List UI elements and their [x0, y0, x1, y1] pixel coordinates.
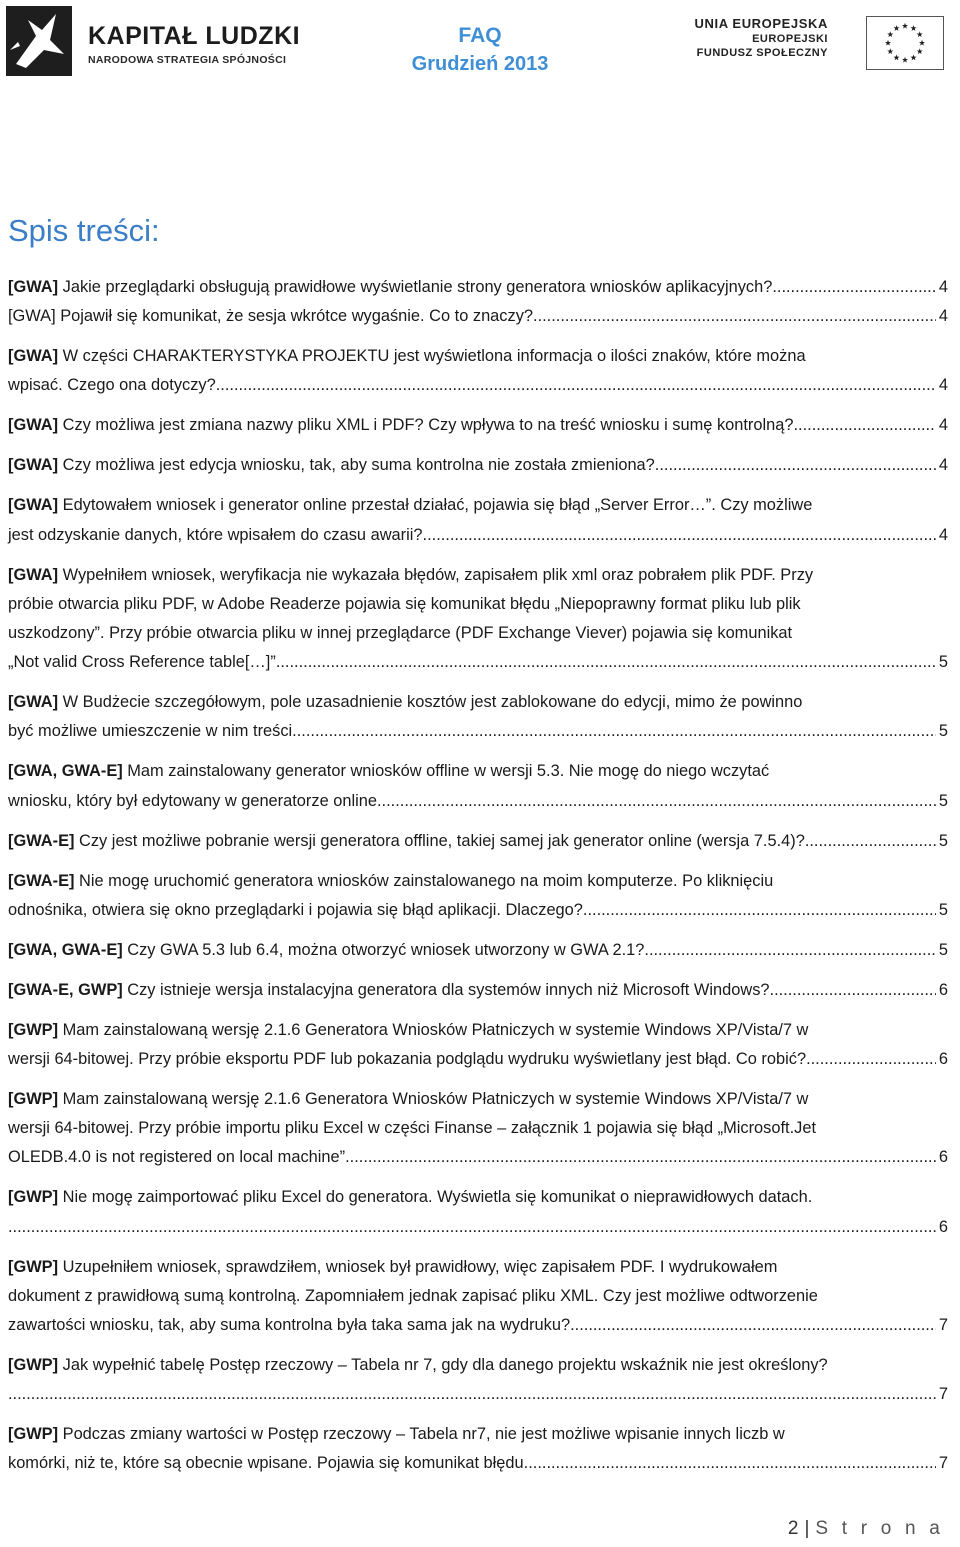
toc-entry[interactable] — [8, 302, 948, 331]
toc-entry-tag: [GWA] — [8, 456, 59, 475]
toc-entry-tag: [GWP] — [8, 1188, 59, 1207]
toc-entry-text: Mam zainstalowaną wersję 2.1.6 Generatora Wniosków Płatniczych w systemie Windows XP/Vista/7 w — [58, 1090, 809, 1109]
toc-page-number: 4 — [938, 307, 948, 326]
toc-entry[interactable] — [8, 451, 948, 480]
eu-logo — [690, 16, 952, 68]
toc-leader-dots — [570, 1311, 936, 1340]
toc-entry[interactable] — [8, 936, 948, 965]
eu-logo-line2: EUROPEJSKI — [752, 33, 828, 45]
toc-entry[interactable] — [8, 342, 948, 400]
toc-entry[interactable] — [8, 1420, 948, 1478]
toc-entry[interactable] — [8, 1016, 948, 1074]
toc-leader-dots — [297, 717, 936, 746]
toc-entry-tag: [GWA, GWA-E] — [8, 762, 123, 781]
toc-entry-text: zawartości wniosku, tak, aby suma kontrolna była taka sama jak na wydruku? — [8, 1316, 571, 1335]
toc-entry-text: Uzupełniłem wniosek, sprawdziłem, wniosek był prawidłowy, więc zapisałem PDF. I wydrukowałem — [58, 1257, 778, 1276]
toc-leader-dots — [8, 1213, 936, 1242]
page-word: S t r o n a — [815, 1518, 944, 1539]
toc-leader-dots — [533, 302, 936, 331]
page-number: 2 — [787, 1518, 799, 1539]
toc-entry-text: Mam zainstalowany generator wniosków offline w wersji 5.3. Nie mogę do niego wczytać — [122, 762, 770, 781]
toc-entry-text: próbie otwarcia pliku PDF, w Adobe Readerze pojawia się komunikat błędu „Niepoprawny format pliku lub plik — [8, 594, 801, 613]
toc-leader-dots — [350, 1143, 936, 1172]
toc-entry-text: komórki, niż te, które są obecnie wpisane. Pojawia się komunikat błędu — [8, 1454, 524, 1473]
toc-entry-text: uszkodzony”. Przy próbie otwarcia pliku w innej przeglądarce (PDF Exchange Viever) pojawia się komunikat — [8, 624, 793, 643]
toc-leader-dots — [583, 896, 936, 925]
toc-entry-tag: [GWA] — [8, 565, 59, 584]
toc-page-number: 4 — [938, 525, 948, 544]
toc-entry-text: Nie mogę zaimportować pliku Excel do generatora. Wyświetla się komunikat o nieprawidłowych datach. — [58, 1188, 813, 1207]
toc-entry-text: Nie mogę uruchomić generatora wniosków zainstalowanego na moim komputerze. Po kliknięciu — [74, 871, 774, 890]
toc-entry-text: wersji 64-bitowej. Przy próbie importu pliku Excel w części Finanse – załącznik 1 pojawia się błąd „Microsoft.Jet — [8, 1119, 817, 1138]
toc-entry-text: Jak wypełnić tabelę Postęp rzeczowy – Tabela nr 7, gdy dla danego projektu wskaźnik nie jest określony? — [58, 1356, 828, 1375]
toc-entry-tag: [GWA] — [8, 278, 59, 296]
toc-leader-dots — [805, 827, 936, 856]
toc-leader-dots — [772, 273, 936, 302]
eu-logo-line3: FUNDUSZ SPOŁECZNY — [696, 47, 828, 59]
toc-entry-tag: [GWA] — [8, 416, 59, 435]
toc-entry[interactable] — [8, 1085, 948, 1173]
toc-leader-dots — [8, 1380, 936, 1409]
toc-entry[interactable] — [8, 688, 948, 746]
toc-entry-tag: [GWP] — [8, 1090, 59, 1109]
eu-logo-line1: UNIA EUROPEJSKA — [694, 16, 828, 31]
toc-entry[interactable] — [8, 1351, 948, 1409]
document-heading — [380, 22, 580, 78]
toc-entry-text: Czy GWA 5.3 lub 6.4, można otworzyć wniosek utworzony w GWA 2.1? — [122, 940, 645, 959]
toc-page-number: 4 — [938, 278, 948, 296]
toc-entry[interactable] — [8, 411, 948, 440]
toc-title: Spis treści: — [8, 213, 160, 248]
toc-entry-tag: [GWA, GWA-E] — [8, 940, 123, 959]
toc-entry-text: jest odzyskanie danych, które wpisałem do czasu awarii? — [8, 525, 423, 544]
toc-entry-tag: [GWP] — [8, 1356, 59, 1375]
toc-entry-text: Mam zainstalowaną wersję 2.1.6 Generatora Wniosków Płatniczych w systemie Windows XP/Vista/7 w — [58, 1020, 809, 1039]
toc-entry-text: Edytowałem wniosek i generator online przestał działać, pojawia się błąd „Server Error…”. Czy możliwe — [58, 496, 813, 515]
toc-entry[interactable] — [8, 1253, 948, 1341]
toc-entry-text: odnośnika, otwiera się okno przeglądarki i pojawia się błąd aplikacji. Dlaczego? — [8, 900, 583, 919]
toc-entry-tag: [GWA-E] — [8, 831, 75, 850]
logo-name: KAPITAŁ LUDZKI — [88, 22, 301, 50]
toc-entry-text: Czy jest możliwe pobranie wersji generatora offline, takiej samej jak generator online (wersja 7.5.4)? — [74, 831, 805, 850]
toc-entry-text: wersji 64-bitowej. Przy próbie eksportu PDF lub pokazania podglądu wydruku wyświetlany jest błąd. Co robić? — [8, 1050, 807, 1069]
logo-subtitle: NARODOWA STRATEGIA SPÓJNOŚCI — [88, 54, 287, 66]
toc-page-number: 4 — [938, 376, 948, 395]
faq-title: FAQ — [458, 24, 502, 47]
toc-entry-tag: [GWA] — [8, 347, 59, 366]
toc-entry-text: wniosku, który był edytowany w generatorze online. — [8, 791, 382, 810]
toc-entry-text: W części CHARAKTERYSTYKA PROJEKTU jest wyświetlona informacja o ilości znaków, które można — [58, 347, 806, 366]
toc-page-number: 7 — [938, 1385, 948, 1404]
eu-flag-icon — [866, 16, 944, 70]
toc-entry-text: „Not valid Cross Reference table[…]” — [8, 653, 276, 672]
toc-entry[interactable] — [8, 273, 948, 302]
toc-entry[interactable] — [8, 1183, 948, 1241]
toc-page-number: 7 — [938, 1454, 948, 1473]
toc-entry-text: dokument z prawidłową sumą kontrolną. Zapomniałem jednak zapisać pliku XML. Czy jest możliwe odtworzenie — [8, 1286, 818, 1305]
table-of-contents — [8, 273, 948, 1489]
toc-entry-text: OLEDB.4.0 is not registered on local machine”. — [8, 1148, 350, 1167]
toc-entry[interactable] — [8, 491, 948, 549]
toc-leader-dots — [770, 976, 936, 1005]
page-header — [0, 0, 960, 80]
toc-entry-tag: [GWP] — [8, 1020, 59, 1039]
toc-page-number: 5 — [938, 653, 948, 672]
toc-page-number: 5 — [938, 831, 948, 850]
document-date: Grudzień 2013 — [411, 53, 549, 75]
toc-leader-dots — [806, 1045, 936, 1074]
eu-logo-text — [690, 16, 828, 60]
toc-page-number: 5 — [938, 900, 948, 919]
toc-page-number: 5 — [938, 791, 948, 810]
toc-entry-text: wpisać. Czego ona dotyczy? — [8, 376, 216, 395]
toc-page-number: 5 — [938, 940, 948, 959]
footer-separator: | — [804, 1518, 810, 1539]
toc-leader-dots — [794, 411, 936, 440]
toc-entry[interactable] — [8, 757, 948, 815]
toc-leader-dots — [382, 787, 936, 816]
toc-page-number: 6 — [938, 1050, 948, 1069]
toc-leader-dots — [524, 1449, 936, 1478]
toc-entry-text: Czy istnieje wersja instalacyjna generatora dla systemów innych niż Microsoft Windows? — [122, 980, 770, 999]
toc-entry-text: Czy możliwa jest edycja wniosku, tak, aby suma kontrolna nie została zmieniona? — [58, 456, 655, 475]
toc-entry[interactable] — [8, 561, 948, 678]
toc-page-number: 4 — [938, 416, 948, 435]
toc-page-number: 6 — [938, 980, 948, 999]
toc-page-number: 6 — [938, 1148, 948, 1167]
toc-leader-dots — [655, 451, 936, 480]
toc-entry-tag: [GWP] — [8, 1257, 59, 1276]
page-footer — [788, 1518, 944, 1540]
toc-entry[interactable] — [8, 976, 948, 1005]
toc-leader-dots — [423, 521, 936, 550]
toc-leader-dots — [644, 936, 935, 965]
toc-entry[interactable] — [8, 867, 948, 925]
toc-entry-text: być możliwe umieszczenie w nim treści. — [8, 722, 297, 741]
toc-page-number: 4 — [938, 456, 948, 475]
toc-page-number: 5 — [938, 722, 948, 741]
toc-entry-text: W Budżecie szczegółowym, pole uzasadnienie kosztów jest zablokowane do edycji, mimo że powinno — [58, 693, 803, 712]
toc-page-number: 6 — [938, 1217, 948, 1236]
toc-page-number: 7 — [938, 1316, 948, 1335]
toc-entry-tag: [GWA-E, GWP] — [8, 980, 123, 999]
toc-leader-dots — [216, 371, 936, 400]
toc-entry-text: [GWA] Pojawił się komunikat, że sesja wkrótce wygaśnie. Co to znaczy? — [8, 307, 534, 326]
kapital-ludzki-logo — [6, 6, 316, 76]
toc-entry-tag: [GWA-E] — [8, 871, 75, 890]
kapital-ludzki-emblem-icon — [6, 6, 72, 76]
toc-entry-text: Czy możliwa jest zmiana nazwy pliku XML i PDF? Czy wpływa to na treść wniosku i sumę kontrolną? — [58, 416, 794, 435]
toc-entry-text: Jakie przeglądarki obsługują prawidłowe wyświetlanie strony generatora wniosków aplikacyjnych? — [58, 278, 773, 296]
toc-entry-tag: [GWA] — [8, 693, 59, 712]
toc-entry-text: Podczas zmiany wartości w Postęp rzeczowy – Tabela nr7, nie jest możliwe wpisanie innych liczb w — [58, 1425, 785, 1444]
toc-entry-text: Wypełniłem wniosek, weryfikacja nie wykazała błędów, zapisałem plik xml oraz pobrałem plik PDF. Przy — [58, 565, 814, 584]
toc-leader-dots — [276, 648, 936, 677]
toc-entry-tag: [GWA] — [8, 496, 59, 515]
toc-entry-tag: [GWP] — [8, 1425, 59, 1444]
toc-entry[interactable] — [8, 827, 948, 856]
